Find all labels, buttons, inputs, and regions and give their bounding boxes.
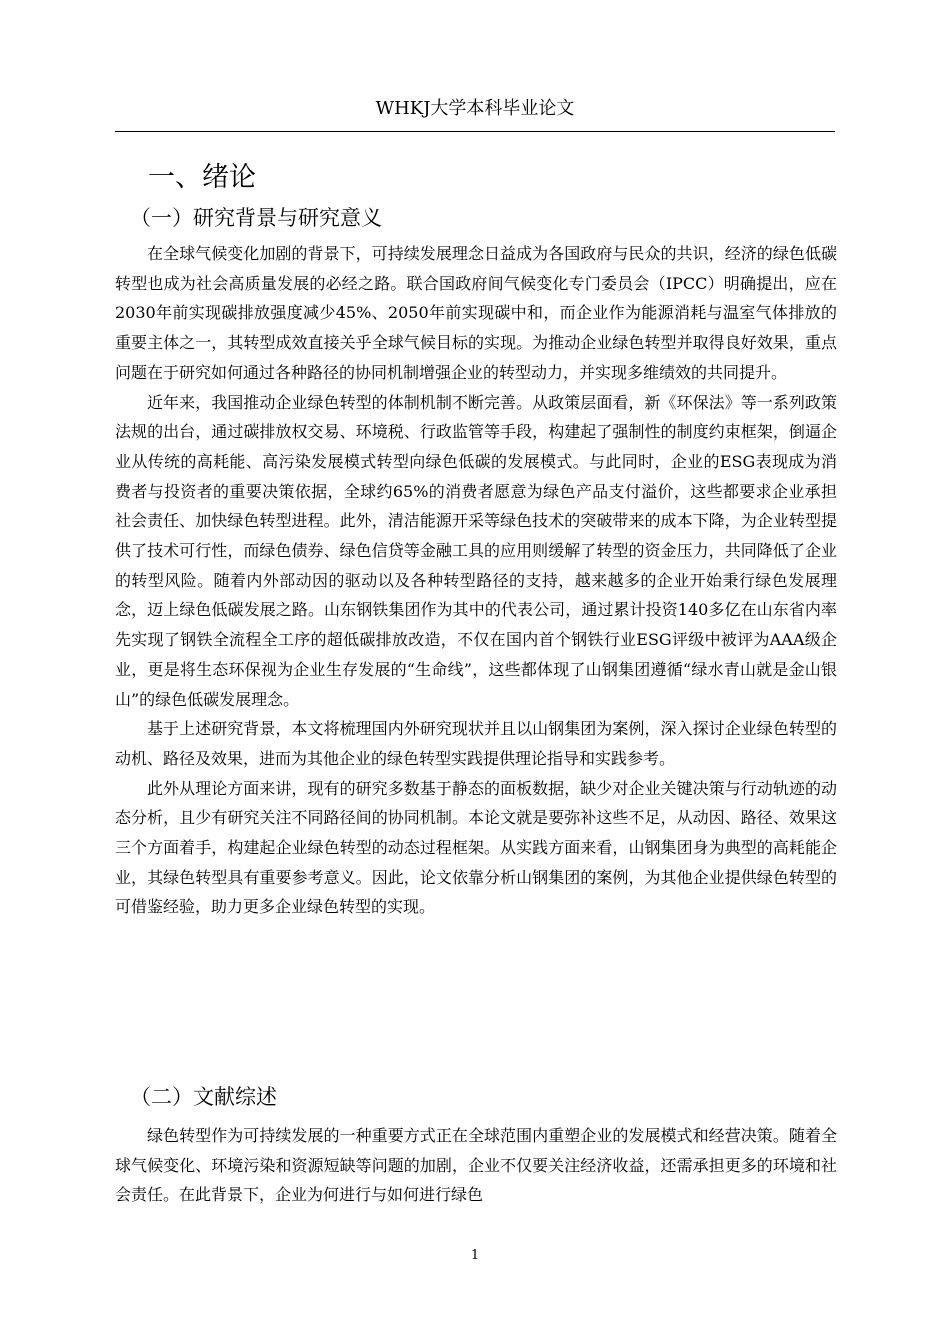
paragraph: 基于上述研究背景，本文将梳理国内外研究现状并且以山钢集团为案例，深入探讨企业绿色转型的动机、路径及效果，进而为其他企业的绿色转型实践提供理论指导和实践参考。	[115, 719, 837, 768]
section-body	[115, 1121, 837, 1210]
paragraph: 在全球气候变化加剧的背景下，可持续发展理念日益成为各国政府与民众的共识，经济的绿色低碳转型也成为社会高质量发展的必经之路。联合国政府间气候变化专门委员会（IPCC）明确提出，应在2030年前实现碳排放强度减少45%、2050年前实现碳中和，而企业作为能源消耗与温室气体排放的重要主体之一，其转型成效直接关乎全球气候目标的实现。为推动企业绿色转型并取得良好效果，重点问题在于研究如何通过各种路径的协同机制增强企业的转型动力，并实现多维绩效的共同提升。	[115, 244, 837, 382]
paragraph: 此外从理论方面来讲，现有的研究多数基于静态的面板数据，缺少对企业关键决策与行动轨迹的动态分析，且少有研究关注不同路径间的协同机制。本论文就是要弥补这些不足，从动因、路径、效果这三个方面着手，构建起企业绿色转型的动态过程框架。从实践方面来看，山钢集团身为典型的高耗能企业，其绿色转型具有重要参考意义。因此，论文依靠分析山钢集团的案例，为其他企业提供绿色转型的可借鉴经验，助力更多企业绿色转型的实现。	[115, 778, 837, 917]
chapter-title: 一、绪论	[148, 162, 256, 193]
header-divider	[115, 131, 835, 132]
paragraph: 近年来，我国推动企业绿色转型的体制机制不断完善。从政策层面看，新《环保法》等一系列政策法规的出台，通过碳排放权交易、环境税、行政监管等手段，构建起了强制性的制度约束框架，倒逼企业从传统的高耗能、高污染发展模式转型向绿色低碳的发展模式。与此同时，企业的ESG表现成为消费者与投资者的重要决策依据，全球约65%的消费者愿意为绿色产品支付溢价，这些都要求企业承担社会责任、加快绿色转型进程。此外，清洁能源开采等绿色技术的突破带来的成本下降，为企业转型提供了技术可行性，而绿色债券、绿色信贷等金融工具的应用则缓解了转型的资金压力，共同降低了企业的转型风险。随着内外部动因的驱动以及各种转型路径的支持，越来越多的企业开始秉行绿色发展理念，迈上绿色低碳发展之路。山东钢铁集团作为其中的代表公司，通过累计投资140多亿在山东省内率先实现了钢铁全流程全工序的超低碳排放改造，不仅在国内首个钢铁行业ESG评级中被评为AAA级企业，更是将生态环保视为企业生存发展的“生命线”，这些都体现了山钢集团遵循“绿水青山就是金山银山”的绿色低碳发展理念。	[115, 392, 837, 709]
running-header: WHKJ大学本科毕业论文	[375, 98, 575, 119]
section-title: （二）文献综述	[130, 1085, 277, 1109]
paragraph: 绿色转型作为可持续发展的一种重要方式正在全球范围内重塑企业的发展模式和经营决策。随着全球气候变化、环境污染和资源短缺等问题的加剧，企业不仅要关注经济收益，还需承担更多的环境和社会责任。在此背景下，企业为何进行与如何进行绿色	[115, 1126, 837, 1205]
section-title: （一）研究背景与研究意义	[130, 206, 382, 230]
page-number: 1	[470, 1248, 480, 1263]
section-body	[115, 239, 837, 922]
